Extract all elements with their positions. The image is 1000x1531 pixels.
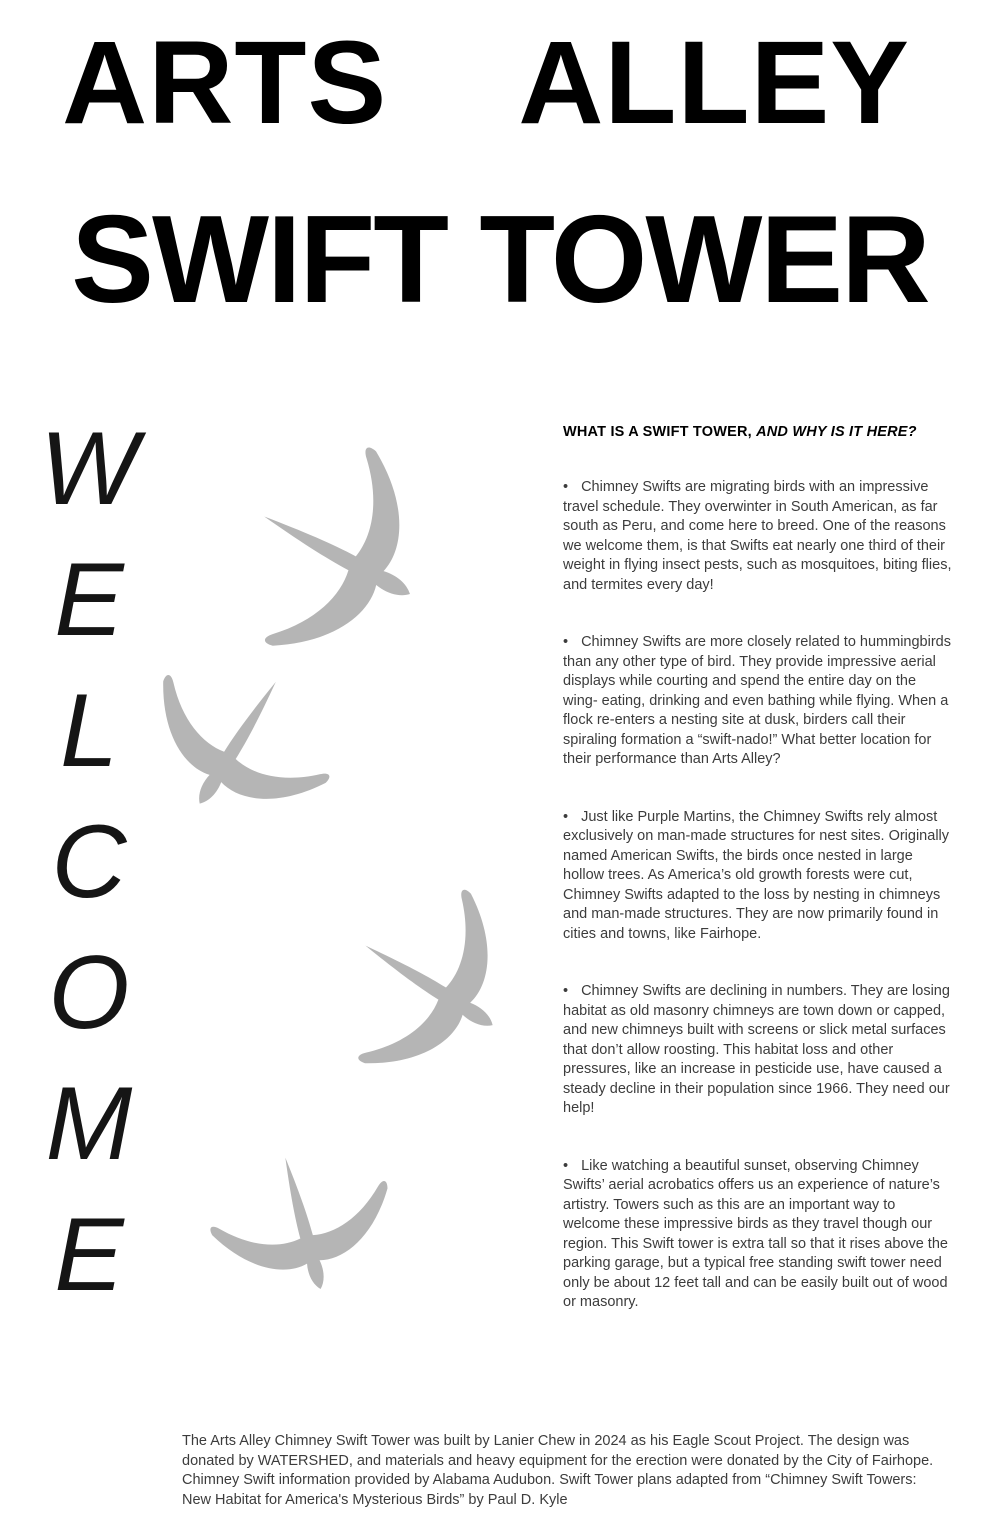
welcome-letter: O — [48, 935, 130, 1051]
info-column — [563, 424, 953, 1313]
footer-credits — [182, 1432, 938, 1510]
footer-text: The Arts Alley Chimney Swift Tower was built by Lanier Chew in 2024 as his Eagle Scout Project. The design was donated by WATERSHED, and materials and heavy equipment for the erection were donated by the City of Fairhope. Chimney Swift information provided by Alabama Audubon. Swift Tower plans adapted from “Chimney Swift Towers: New Habitat for America's Mysterious Birds” by Paul D. Kyle — [182, 1433, 934, 1508]
poster-subtitle: SWIFT TOWER — [71, 191, 929, 329]
bullet-marker: • — [563, 808, 569, 825]
bullet-marker: • — [563, 983, 569, 999]
bullet-item-decline — [563, 982, 953, 1119]
bullet-text: Chimney Swifts are declining in numbers. They are losing habitat as old masonry chimneys are town down or capped, and new chimneys built with screens or slick metal surfaces that don’t allow roosting. This habitat loss and other pressures, like an increase in pesticide use, have caused a steady decline in their population since 1966. They need our help! — [563, 983, 950, 1116]
swift-bird-icon — [258, 817, 586, 1145]
title-word-arts: ARTS — [62, 17, 388, 149]
title-word-alley: ALLEY — [518, 17, 910, 149]
welcome-vertical-text — [24, 404, 154, 1321]
welcome-letter: E — [54, 1197, 124, 1313]
bullet-marker: • — [563, 1157, 569, 1174]
info-heading-italic: AND WHY IS IT HERE? — [756, 424, 917, 440]
bullet-item-nesting — [563, 808, 953, 945]
poster-title — [62, 17, 910, 149]
bullet-item-hummingbirds — [563, 633, 953, 770]
bullet-text: Chimney Swifts are migrating birds with an impressive travel schedule. They overwinter in South American, as far south as Peru, and come here to breed. One of the reasons we welcome them, is that Swifts eat nearly one third of their weight in flying insect pests, such as mosquitoes, biting flies, and termites every day! — [563, 479, 952, 593]
welcome-letter: C — [51, 804, 127, 920]
welcome-letter: E — [54, 542, 124, 658]
bullet-text: Chimney Swifts are more closely related to hummingbirds than any other type of bird. They provide impressive aerial displays while courting and spend the entire day on the wing- eating, drinking and even bathing while flying. When a flock re-enters a nesting site at dusk, birders call their spiraling formation a “swift-nado!” What better location for their performance than Arts Alley? — [563, 634, 951, 767]
bullet-marker: • — [563, 634, 569, 650]
welcome-letter: M — [45, 1066, 133, 1182]
welcome-letter: L — [60, 673, 118, 789]
bullet-item-migration — [563, 478, 953, 595]
bullet-text: Just like Purple Martins, the Chimney Swifts rely almost exclusively on man-made structures for nest sites. Originally named American Swifts, the birds once nested in large hollow trees. As America’s old growth forests were cut, Chimney Swifts adapted to the loss by nesting in chimneys and man-made structures. They are now primarily found in cities and towns, like Fairhope. — [563, 808, 950, 942]
info-heading — [563, 424, 953, 440]
info-heading-main: WHAT IS A SWIFT TOWER, — [563, 424, 752, 440]
bullet-text: Like watching a beautiful sunset, observing Chimney Swifts’ aerial acrobatics offers us an experience of nature’s artistry. Towers such as this are an important way to welcome these impressive birds as they travel though our region. This Swift tower is extra tall so that it rises above the parking garage, but a typical free standing swift tower need only be about 12 feet tall and can be easily built out of wood or masonry. — [563, 1157, 948, 1310]
bullet-item-tower-purpose — [563, 1157, 953, 1313]
swift-bird-icon — [169, 1084, 434, 1349]
bullet-marker: • — [563, 479, 569, 495]
welcome-letter: W — [39, 411, 139, 527]
